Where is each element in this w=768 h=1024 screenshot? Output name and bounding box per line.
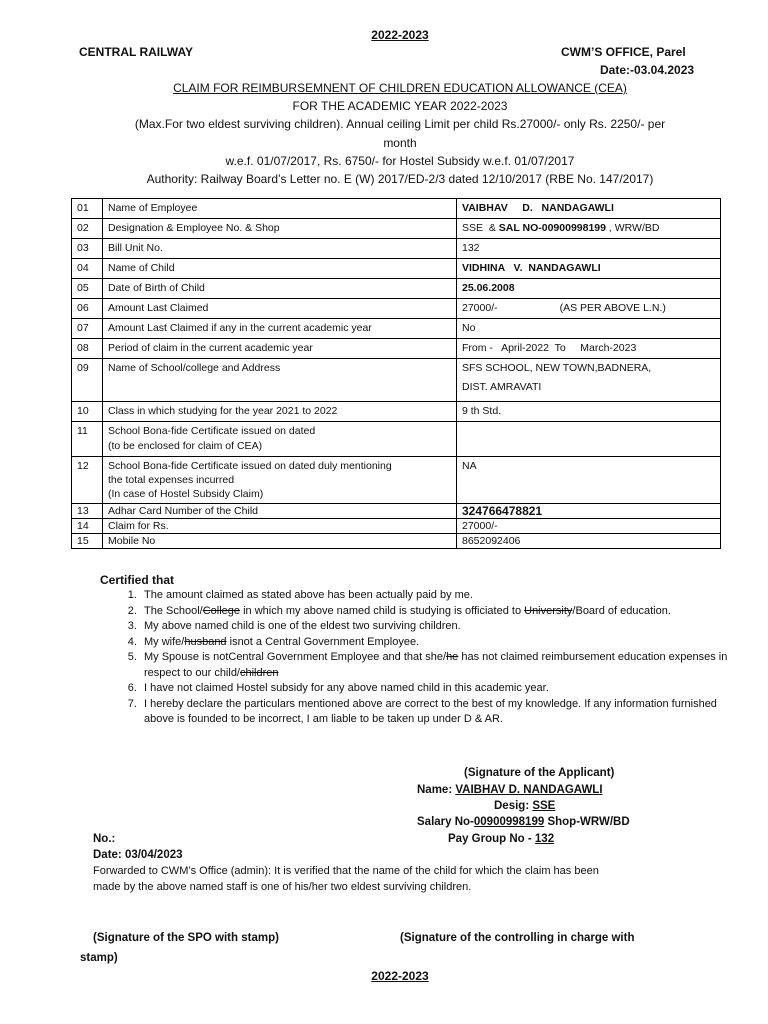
row-label: Date of Birth of Child [103,279,457,299]
row-number: 14 [72,519,103,534]
applicant-signature-label: (Signature of the Applicant) [464,767,615,779]
claim-amount-value: 27000/- [457,519,721,534]
salary-number: SAL NO-00900998199 [498,222,606,234]
row-label-line: School Bona-fide Certificate issued on dated duly mentioning [108,460,392,472]
row-label: Adhar Card Number of the Child [103,504,457,519]
row-label: Name of School/college and Address [103,359,457,402]
office-number-label: No.: [93,833,116,845]
claim-period-value: From - April-2022 To March-2023 [457,339,721,359]
struck-text: University [524,604,573,617]
item-text: The School/ [144,604,203,617]
table-row [72,239,721,259]
item-text: isnot a Central Government Employee. [226,635,420,648]
bill-unit-value: 132 [457,239,721,259]
row-label [103,422,457,457]
row-label-line: (In case of Hostel Subsidy Claim) [108,488,264,500]
applicant-pay-group [448,833,554,845]
row-number: 03 [72,239,103,259]
document-year: 2022-2023 [371,28,429,42]
organization-name: CENTRAL RAILWAY [79,45,194,59]
list-item [140,635,740,651]
list-item: 6. I have not claimed Hostel subsidy for any above named child in this academic year. [140,681,740,697]
name-label: Name: [417,784,456,796]
table-row [72,219,721,239]
school-value [457,359,721,402]
desig-value: SSE [532,800,556,812]
item-text: My wife/ [144,635,185,648]
table-row [72,457,721,504]
amount-last-claimed-value [457,299,721,319]
shop-text: , WRW/BD [605,222,660,234]
row-number: 07 [72,319,103,339]
ceiling-limit-line: (Max.For two eldest surviving children). Annual ceiling Limit per child Rs.27000/- only Rs. 2250/- per [134,117,666,131]
applicant-salary [417,816,630,828]
table-row [72,359,721,402]
salary-label: Salary No- [417,816,474,828]
row-label: Bill Unit No. [103,239,457,259]
row-number: 11 [72,422,103,457]
stamp-label: stamp) [80,952,118,964]
amount-text: 27000/- [462,302,498,314]
current-year-claim-value: No [457,319,721,339]
aadhar-value: 324766478821 [457,504,721,519]
paygroup-label: Pay Group No - [448,833,535,845]
desig-label: Desig: [494,800,533,812]
designation-text: SSE & [462,222,499,234]
list-item: 1. The amount claimed as stated above has been actually paid by me. [140,588,740,604]
form-title: CLAIM FOR REIMBURSEMNENT OF CHILDREN EDUCATION ALLOWANCE (CEA) [173,81,627,95]
row-number: 10 [72,402,103,422]
table-row [72,422,721,457]
row-number: 08 [72,339,103,359]
ceiling-limit-line-2: month [383,136,417,150]
declaration-list [103,588,740,728]
row-number: 02 [72,219,103,239]
hostel-subsidy-line: w.e.f. 01/07/2017, Rs. 6750/- for Hostel Subsidy w.e.f. 01/07/2017 [225,154,575,168]
row-label: Period of claim in the current academic year [103,339,457,359]
bonafide-value [457,422,721,457]
applicant-designation [494,800,555,812]
item-text: /Board of education. [572,604,671,617]
struck-text: children [240,666,279,679]
spo-signature-label: (Signature of the SPO with stamp) [93,932,279,944]
class-value: 9 th Std. [457,402,721,422]
forwarding-note-line-2: made by the above named staff is one of his/her two eldest surviving children. [93,881,472,893]
list-item [140,604,740,620]
row-label: Mobile No [103,534,457,549]
table-row [72,199,721,219]
table-row [72,504,721,519]
row-number: 13 [72,504,103,519]
table-row [72,519,721,534]
table-row [72,534,721,549]
applicant-name [417,784,603,796]
child-name-value: VIDHINA V. NANDAGAWLI [457,259,721,279]
row-label: Name of Employee [103,199,457,219]
row-number: 01 [72,199,103,219]
row-label: Amount Last Claimed [103,299,457,319]
row-label [103,457,457,504]
school-address: DIST. AMRAVATI [462,381,542,393]
row-number: 04 [72,259,103,279]
struck-text: he [446,651,459,663]
amount-note: (AS PER ABOVE L.N.) [559,302,666,314]
table-row [72,339,721,359]
table-row [72,279,721,299]
table-row [72,402,721,422]
paygroup-value: 132 [534,833,555,845]
forwarding-note-line-1: Forwarded to CWM’s Office (admin): It is verified that the name of the child for which the claim has been [93,865,599,877]
table-row [72,299,721,319]
shop-value: Shop-WRW/BD [544,816,630,828]
school-name: SFS SCHOOL, NEW TOWN,BADNERA, [462,362,652,374]
authority-line: Authority: Railway Board’s Letter no. E (W) 2017/ED-2/3 dated 12/10/2017 (RBE No. 147/2017) [146,172,654,186]
table-row [72,319,721,339]
row-label-line: the total expenses incurred [108,474,235,486]
row-label: Name of Child [103,259,457,279]
salary-value: 00900998199 [473,816,545,828]
list-item: 7. I hereby declare the particulars mentioned above are correct to the best of my knowledge. If any information furnished above is founded to be incorrect, I am liable to be taken up under D & AR. [140,697,740,728]
employee-name-value: VAIBHAV D. NANDAGAWLI [457,199,721,219]
item-text: has not claimed reimbursement education expenses in respect to our child/ [144,651,728,679]
hostel-bonafide-value: NA [457,457,721,504]
row-label-line: School Bona-fide Certificate issued on dated [108,425,316,437]
row-label-line: (to be enclosed for claim of CEA) [108,440,263,452]
dob-value: 25.06.2008 [457,279,721,299]
row-number: 09 [72,359,103,402]
struck-text: College [202,604,241,617]
name-value: VAIBHAV D. NANDAGAWLI [455,784,603,796]
claim-details-table [71,198,721,549]
item-text: in which my above named child is studying is officiated to [240,604,525,617]
academic-year-line: FOR THE ACADEMIC YEAR 2022-2023 [292,99,508,113]
row-number: 12 [72,457,103,504]
row-label: Amount Last Claimed if any in the current academic year [103,319,457,339]
designation-value [457,219,721,239]
controlling-signature-label: (Signature of the controlling in charge with [400,932,635,944]
row-number: 06 [72,299,103,319]
list-item [140,650,740,681]
struck-text: husband [184,635,227,648]
row-label: Claim for Rs. [103,519,457,534]
row-label: Class in which studying for the year 2021 to 2022 [103,402,457,422]
certified-heading: Certified that [100,573,175,587]
mobile-value: 8652092406 [457,534,721,549]
office-date: Date: 03/04/2023 [93,849,183,861]
row-label: Designation & Employee No. & Shop [103,219,457,239]
item-text: My Spouse is notCentral Government Employee and that she/ [144,651,447,663]
row-number: 15 [72,534,103,549]
document-date: Date:-03.04.2023 [600,63,695,77]
table-row [72,259,721,279]
office-name: CWM’S OFFICE, Parel [561,45,686,59]
row-number: 05 [72,279,103,299]
list-item: 3. My above named child is one of the eldest two surviving children. [140,619,740,635]
footer-year: 2022-2023 [371,969,429,983]
